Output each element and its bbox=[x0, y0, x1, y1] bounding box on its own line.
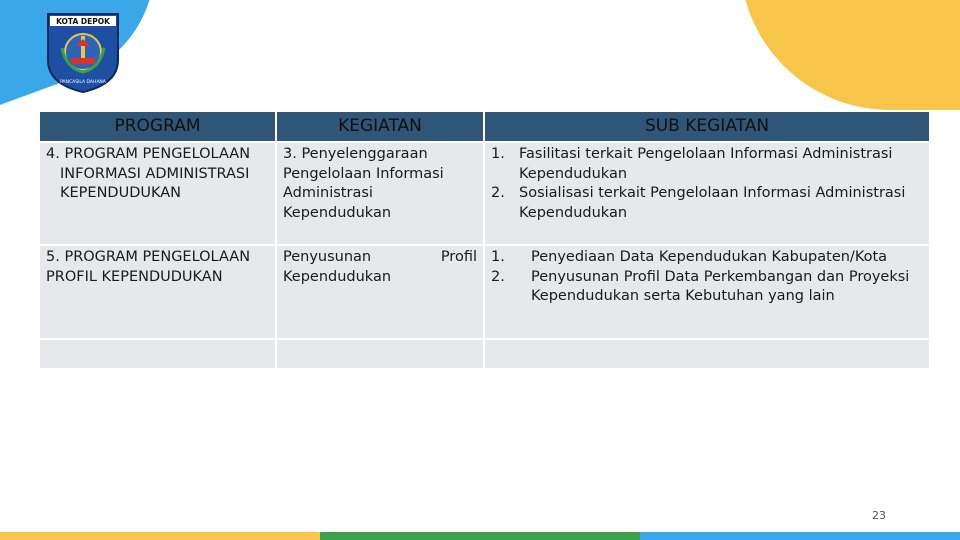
table-row bbox=[40, 143, 929, 246]
table-header-row bbox=[40, 112, 929, 143]
kota-depok-logo bbox=[46, 12, 120, 94]
list-item bbox=[491, 248, 923, 268]
kegiatan-text: Penyusunan Profil bbox=[283, 249, 477, 265]
decorative-yellow-shape bbox=[740, 0, 960, 110]
kegiatan-text: Administrasi bbox=[283, 185, 373, 201]
page-number: 23 bbox=[872, 509, 886, 522]
empty-cell bbox=[277, 340, 485, 370]
bar-segment-green bbox=[320, 532, 640, 540]
program-text: INFORMASI ADMINISTRASI bbox=[60, 165, 250, 182]
item-number: 1. bbox=[491, 146, 505, 162]
kegiatan-text: 3. Penyelenggaraan bbox=[283, 146, 428, 162]
list-item bbox=[491, 145, 923, 184]
table-row bbox=[40, 246, 929, 340]
header-kegiatan: KEGIATAN bbox=[277, 112, 485, 143]
kegiatan-text: Kependudukan bbox=[283, 268, 392, 285]
program-text: KEPENDUDUKAN bbox=[60, 185, 181, 201]
kegiatan-text: Pengelolaan Informasi bbox=[283, 165, 444, 182]
bar-segment-yellow bbox=[0, 532, 320, 540]
program-text: PROFIL KEPENDUDUKAN bbox=[46, 268, 223, 285]
item-text: Sosialisasi terkait Pengelolaan Informasi Administrasi Kependudukan bbox=[519, 185, 906, 221]
kegiatan-text: Kependudukan bbox=[283, 204, 392, 221]
bar-segment-blue bbox=[640, 532, 960, 540]
list-item bbox=[491, 268, 923, 307]
item-number: 1. bbox=[491, 249, 505, 265]
empty-cell bbox=[485, 340, 929, 370]
program-cell bbox=[40, 246, 277, 340]
header-program: PROGRAM bbox=[40, 112, 277, 143]
program-text: 5. PROGRAM PENGELOLAAN bbox=[46, 249, 251, 265]
empty-cell bbox=[40, 340, 277, 370]
kegiatan-cell bbox=[277, 246, 485, 340]
item-number: 2. bbox=[491, 185, 505, 201]
sub-kegiatan-cell bbox=[485, 143, 929, 246]
program-cell bbox=[40, 143, 277, 246]
program-text: 4. PROGRAM PENGELOLAAN bbox=[46, 146, 251, 162]
item-text: Penyediaan Data Kependudukan Kabupaten/Kota bbox=[531, 249, 888, 265]
sub-kegiatan-cell bbox=[485, 246, 929, 340]
item-text: Penyusunan Profil Data Perkembangan dan Proyeksi Kependudukan serta Kebutuhan yang lain bbox=[531, 268, 910, 304]
item-text: Fasilitasi terkait Pengelolaan Informasi Administrasi Kependudukan bbox=[519, 146, 893, 182]
list-item bbox=[491, 184, 923, 223]
kegiatan-cell bbox=[277, 143, 485, 246]
program-table bbox=[40, 112, 929, 370]
svg-text:KOTA DEPOK: KOTA DEPOK bbox=[56, 17, 110, 26]
bottom-color-bar bbox=[0, 532, 960, 540]
table-row-empty bbox=[40, 340, 929, 370]
svg-text:PANCASILA DAHANA: PANCASILA DAHANA bbox=[60, 80, 106, 85]
header-sub-kegiatan: SUB KEGIATAN bbox=[485, 112, 929, 143]
item-number: 2. bbox=[491, 268, 505, 285]
